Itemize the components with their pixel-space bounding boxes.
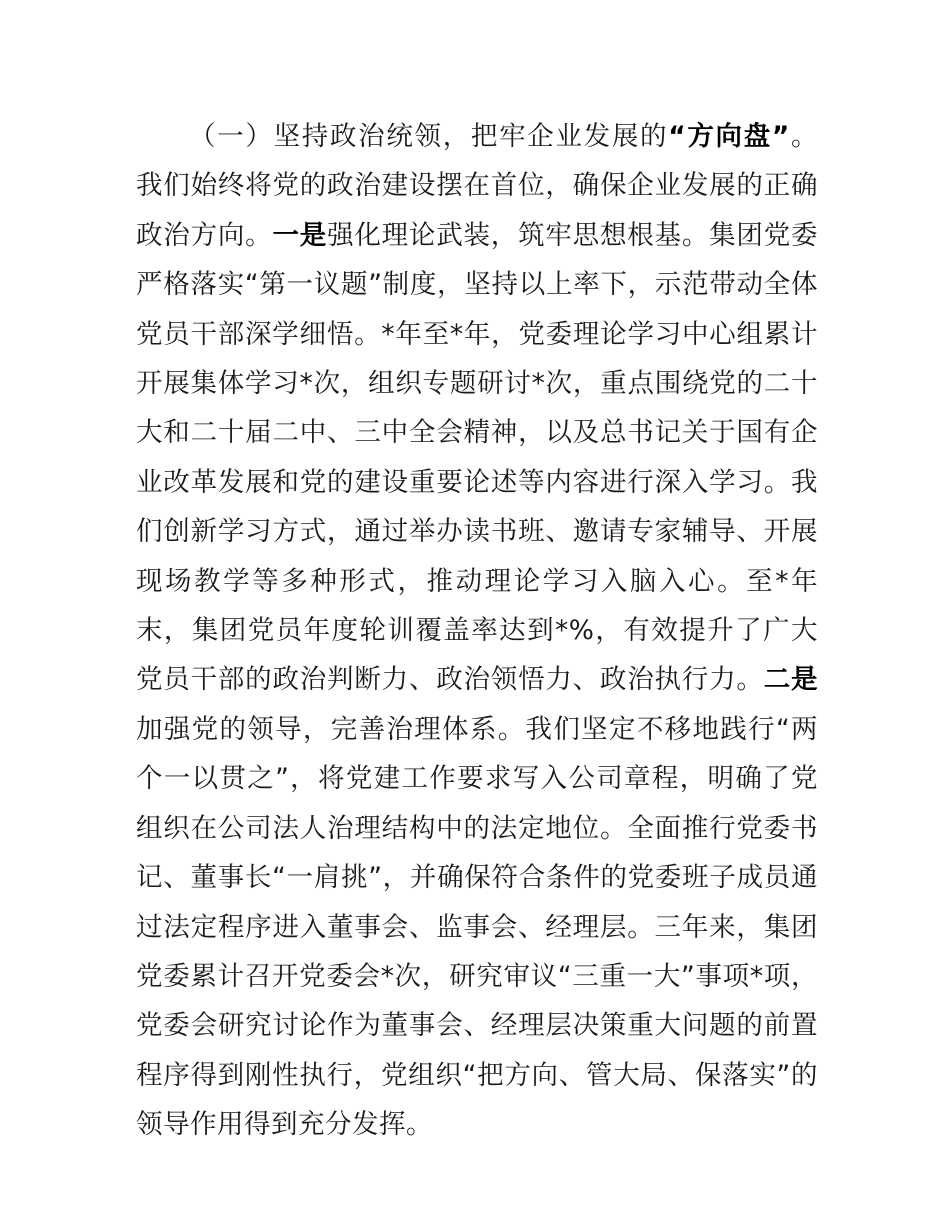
emphasis-text: “方向盘”: [668, 121, 790, 152]
body-text: 。我们始终将党的政治建设摆在首位，确保企业发展的正确政治方向。: [136, 121, 819, 251]
emphasis-text: 二是: [763, 664, 819, 696]
body-text: 加强党的领导，完善治理体系。我们坚定不移地践行“两个一以贯之”，将党建工作要求写入公司章程，明确了党组织在公司法人治理结构中的法定地位。全面推行党委书记、董事长“一肩挑”，并确保符合条件的党委班子成员通过法定程序进入董事会、监事会、经理层。三年来，集团党委累计召开党委会*次，研究审议“三重一大”事项*项，党委会研究讨论作为董事会、经理层决策重大问题的前置程序得到刚性执行，党组织“把方向、管大局、保落实”的领导作用得到充分发挥。: [136, 713, 818, 1141]
document-body: [136, 112, 818, 1150]
emphasis-text: 一是: [272, 219, 328, 251]
body-text: 强化理论武装，筑牢思想根基。集团党委严格落实“第一议题”制度，坚持以上率下，示范带动全体党员干部深学细悟。*年至*年，党委理论学习中心组累计开展集体学习*次，组织专题研讨*次，重点围绕党的二十大和二十届二中、三中全会精神，以及总书记关于国有企业改革发展和党的建设重要论述等内容进行深入学习。我们创新学习方式，通过举办读书班、邀请专家辅导、开展现场教学等多种形式，推动理论学习入脑入心。至*年末，集团党员年度轮训覆盖率达到*%，有效提升了广大党员干部的政治判断力、政治领悟力、政治执行力。: [136, 219, 819, 696]
body-paragraph: [136, 112, 818, 1150]
body-text: （一）坚持政治统领，把牢企业发展的: [189, 121, 669, 152]
